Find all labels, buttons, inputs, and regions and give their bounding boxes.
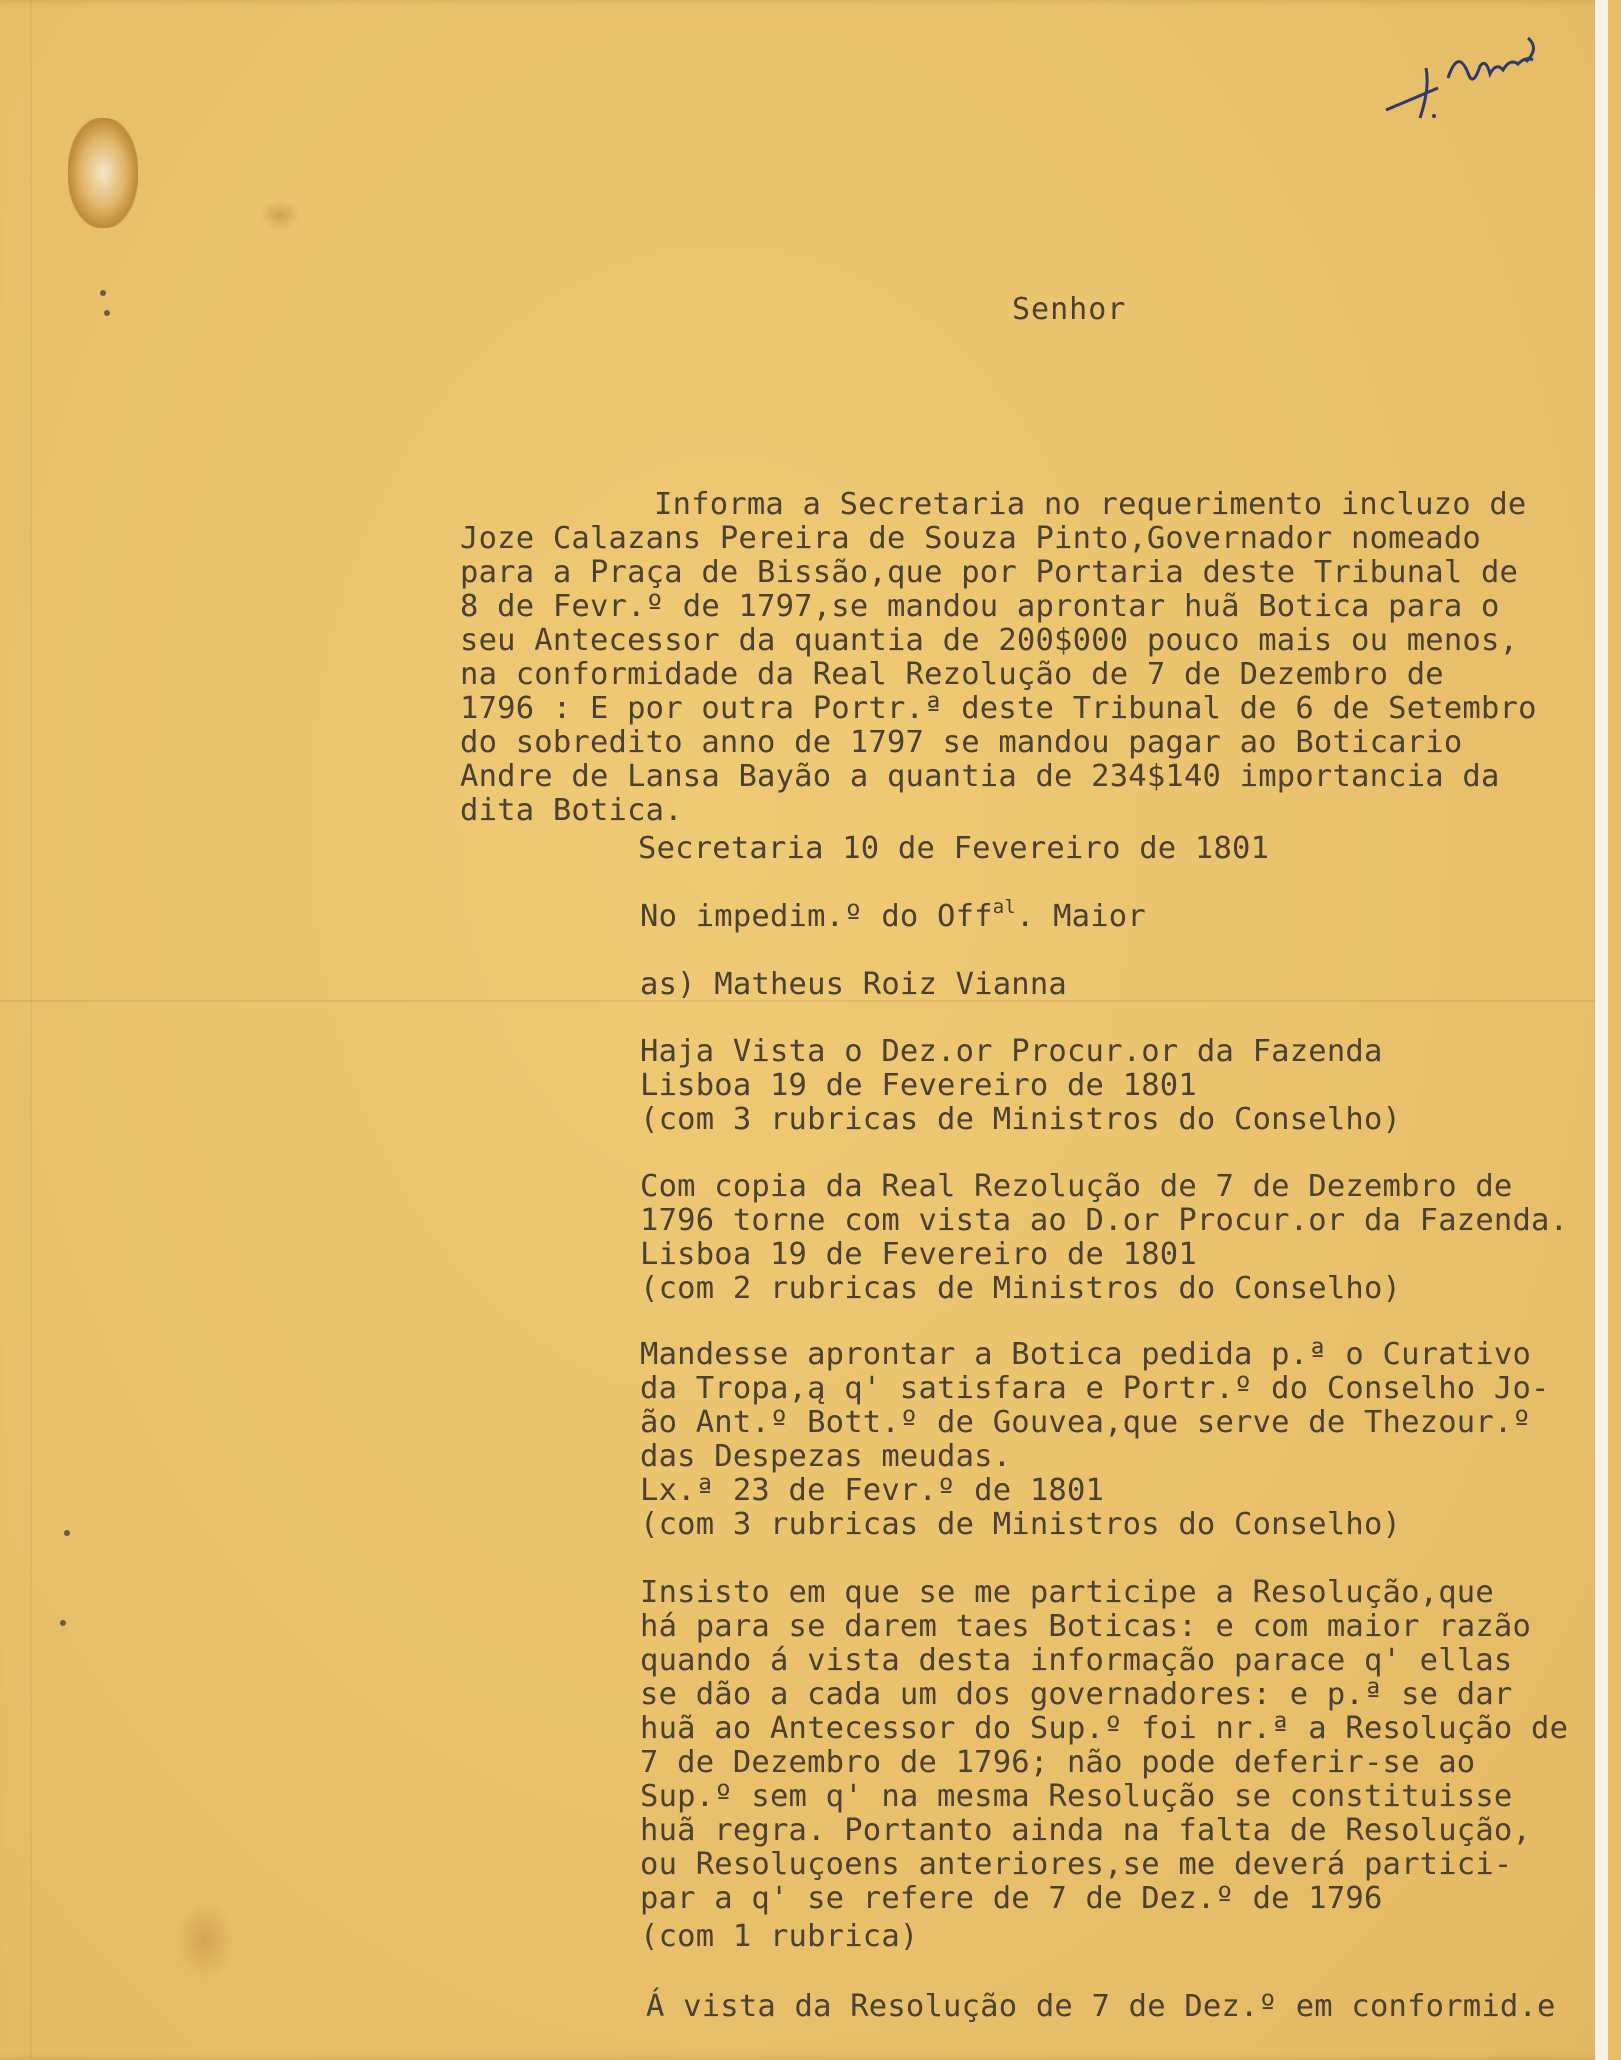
impedimento-superscript: al <box>992 896 1016 918</box>
text-line: 1796 : E por outra Portr.ª deste Tribunal de 6 de Setembro <box>460 691 1537 726</box>
text-line: Joze Calazans Pereira de Souza Pinto,Governador nomeado <box>460 521 1481 556</box>
parecer-line: huã regra. Portanto ainda na falta de Resolução, <box>640 1813 1532 1848</box>
parecer-line: Insisto em que se me participe a Resolução,que <box>640 1575 1494 1610</box>
text-line: na conformidade da Real Rezolução de 7 de Dezembro de <box>460 657 1444 692</box>
despacho-line: Mandesse aprontar a Botica pedida p.ª o Curativo <box>640 1337 1532 1372</box>
despacho-line: Haja Vista o Dez.or Procur.or da Fazenda <box>640 1034 1383 1069</box>
parecer-line: par a q' se refere de 7 de Dez.º de 1796 <box>640 1881 1383 1916</box>
despacho-line: (com 3 rubricas de Ministros do Conselho) <box>640 1102 1402 1137</box>
impedimento-text-end: . Maior <box>1015 899 1146 934</box>
parecer-line: se dão a cada um dos governadores: e p.ª se dar <box>640 1677 1513 1712</box>
despacho-line: Lisboa 19 de Fevereiro de 1801 <box>640 1237 1197 1272</box>
secretaria-date: Secretaria 10 de Fevereiro de 1801 <box>638 831 1270 866</box>
impedimento-line <box>640 896 1146 937</box>
paper-fold-vertical <box>30 0 32 2060</box>
binding-hole <box>104 310 110 316</box>
text-line: Andre de Lansa Bayão a quantia de 234$140 importancia da <box>460 759 1500 794</box>
parecer-line: huã ao Antecessor do Sup.º foi nr.ª a Resolução de <box>640 1711 1569 1746</box>
final-line: Á vista da Resolução de 7 de Dez.º em conformid.e <box>646 1989 1556 2024</box>
impedimento-text: No impedim.º do Off <box>640 899 993 934</box>
parecer-line: (com 1 rubrica) <box>640 1919 919 1954</box>
despacho-line: 1796 torne com vista ao D.or Procur.or da Fazenda. <box>640 1203 1569 1238</box>
parecer-line: quando á vista desta informação parace q' ellas <box>640 1643 1513 1678</box>
parecer-line: 7 de Dezembro de 1796; não pode deferir-se ao <box>640 1745 1476 1780</box>
despacho-line: (com 2 rubricas de Ministros do Conselho) <box>640 1271 1402 1306</box>
parecer-line: ou Resoluçoens anteriores,se me deverá partici- <box>640 1847 1513 1882</box>
paper-stain-small <box>260 200 300 230</box>
text-line: para a Praça de Bissão,que por Portaria deste Tribunal de <box>460 555 1519 590</box>
binding-hole <box>100 290 106 296</box>
despacho-line: Lx.ª 23 de Fevr.º de 1801 <box>640 1473 1105 1508</box>
paper-stain <box>68 118 138 228</box>
parecer-line: Sup.º sem q' na mesma Resolução se constituisse <box>640 1779 1513 1814</box>
page-title: Senhor <box>1012 292 1127 327</box>
despacho-line: Lisboa 19 de Fevereiro de 1801 <box>640 1068 1197 1103</box>
text-line: 8 de Fevr.º de 1797,se mandou aprontar huã Botica para o <box>460 589 1500 624</box>
despacho-line: das Despezas meudas. <box>640 1439 1012 1474</box>
despacho-line: (com 3 rubricas de Ministros do Conselho) <box>640 1507 1402 1542</box>
paper-stain-bottom <box>175 1900 235 1980</box>
parecer-line: há para se darem taes Boticas: e com maior razão <box>640 1609 1532 1644</box>
text-line: Informa a Secretaria no requerimento incluzo de <box>654 487 1527 522</box>
despacho-line: Com copia da Real Rezolução de 7 de Dezembro de <box>640 1169 1513 1204</box>
text-line: do sobredito anno de 1797 se mandou pagar ao Boticario <box>460 725 1463 760</box>
binding-hole <box>60 1620 66 1626</box>
binding-hole <box>64 1530 70 1536</box>
page-edge <box>1595 0 1608 2060</box>
text-line: dita Botica. <box>460 793 683 828</box>
despacho-line: ão Ant.º Bott.º de Gouvea,que serve de Thezour.º <box>640 1405 1532 1440</box>
text-line: seu Antecessor da quantia de 200$000 pouco mais ou menos, <box>460 623 1519 658</box>
despacho-line: da Tropa,ą q' satisfara e Portr.º do Conselho Jo- <box>640 1371 1550 1406</box>
assinatura-line: as) Matheus Roiz Vianna <box>640 967 1067 1002</box>
handwritten-signature <box>1378 18 1558 128</box>
